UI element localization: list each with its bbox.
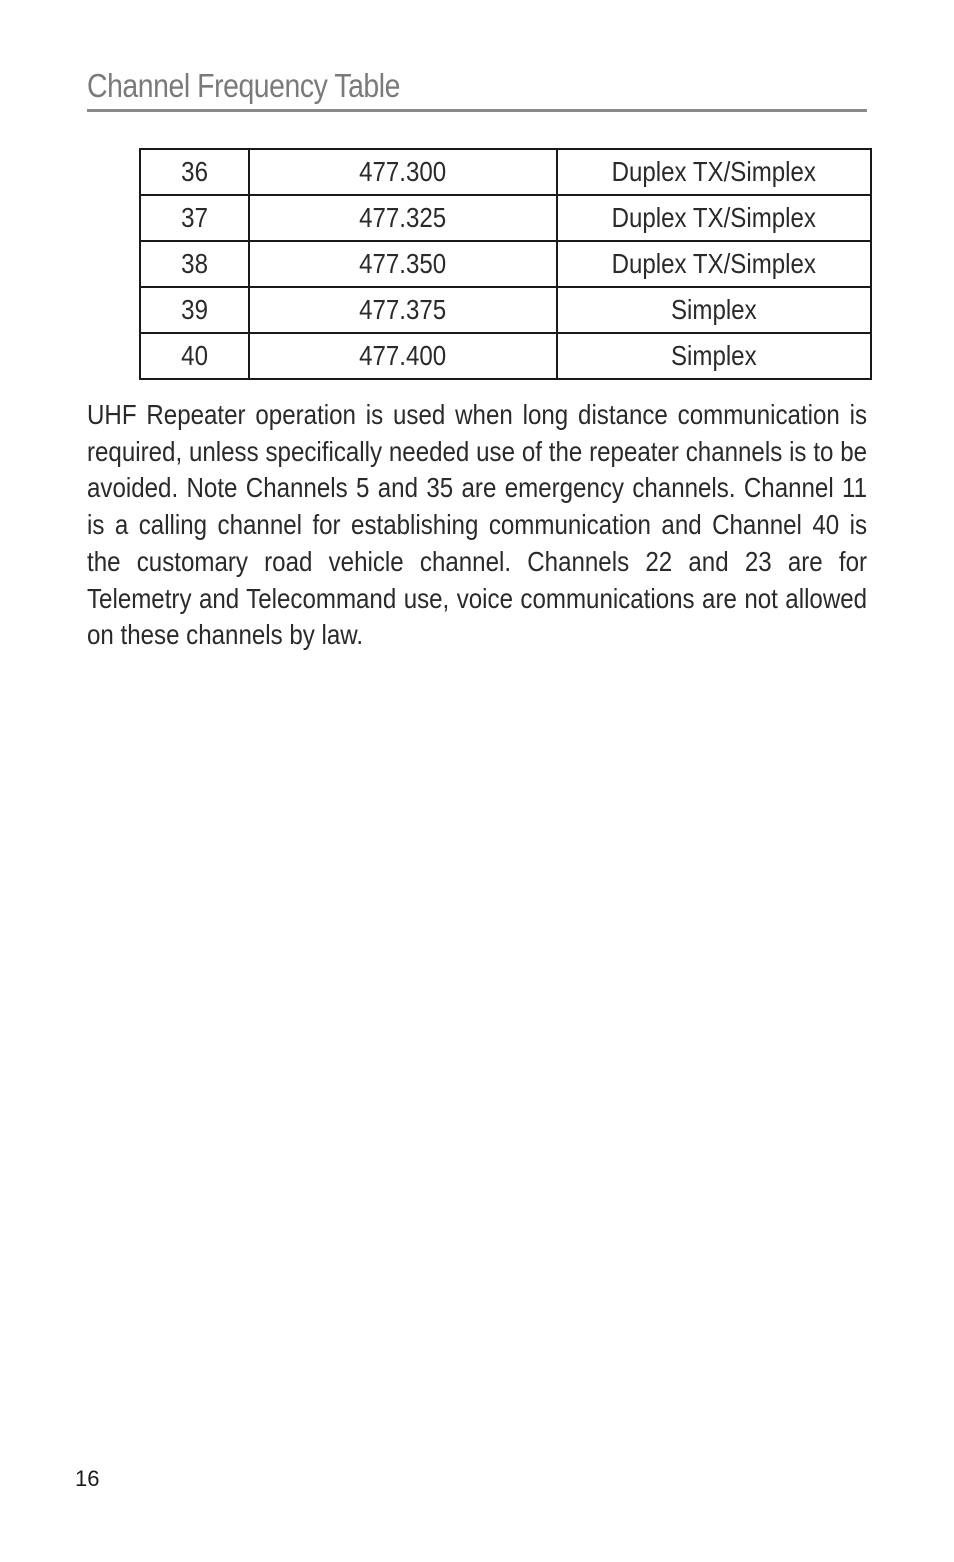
frequency-cell: 477.375 (249, 287, 557, 333)
frequency-cell: 477.325 (249, 195, 557, 241)
page-number: 16 (75, 1466, 100, 1491)
page-title: Channel Frequency Table (87, 67, 401, 104)
body-paragraph: UHF Repeater operation is used when long distance communication is required, unless specifically needed use of the repeater channels is to be avoided. Note Channels 5 and 35 are emergency channels. Channel 11 is a calling channel for establishing communication and Channel 40 is the customary road vehicle channel. Channels 22 and 23 are for Telemetry and Telecommand use, voice communications are not allowed on these channels by law. (87, 399, 868, 651)
channel-cell: 36 (140, 149, 249, 195)
frequency-cell: 477.400 (249, 333, 557, 379)
table-row (140, 195, 871, 241)
channel-frequency-table (139, 148, 872, 380)
channel-cell: 39 (140, 287, 249, 333)
table-row (140, 149, 871, 195)
table-row (140, 333, 871, 379)
mode-cell: Duplex TX/Simplex (557, 149, 871, 195)
mode-cell: Duplex TX/Simplex (557, 241, 871, 287)
channel-cell: 40 (140, 333, 249, 379)
mode-cell: Duplex TX/Simplex (557, 195, 871, 241)
frequency-cell: 477.350 (249, 241, 557, 287)
table-row (140, 241, 871, 287)
mode-cell: Simplex (557, 333, 871, 379)
table-row (140, 287, 871, 333)
frequency-cell: 477.300 (249, 149, 557, 195)
channel-cell: 37 (140, 195, 249, 241)
title-divider (87, 109, 867, 112)
channel-cell: 38 (140, 241, 249, 287)
mode-cell: Simplex (557, 287, 871, 333)
